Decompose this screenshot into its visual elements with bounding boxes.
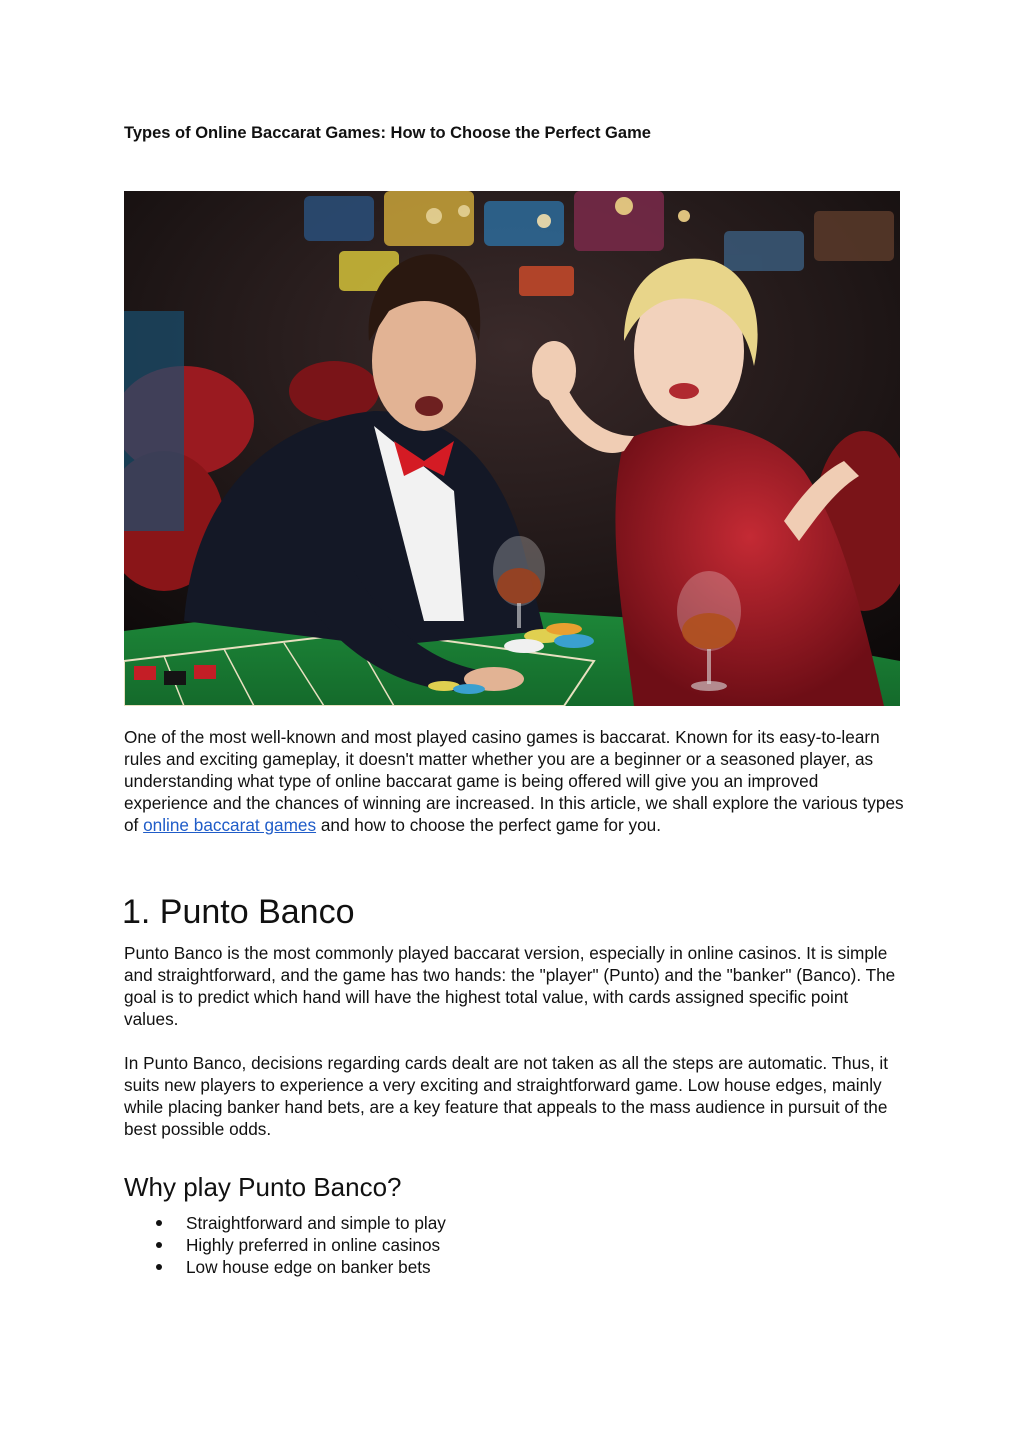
casino-couple-photo <box>124 191 900 706</box>
list-item <box>124 1256 446 1278</box>
bullet-icon <box>156 1220 162 1226</box>
bullet-icon <box>156 1242 162 1248</box>
why-play-subheading: Why play Punto Banco? <box>124 1172 402 1202</box>
online-baccarat-games-link[interactable]: online baccarat games <box>143 815 317 835</box>
list-item <box>124 1212 446 1234</box>
list-item-text: Straightforward and simple to play <box>186 1213 446 1233</box>
hero-image <box>124 191 900 706</box>
intro-paragraph <box>124 726 904 836</box>
intro-text-start: One of the most well-known and most played casino games is baccarat. Known for its easy-to-learn rules and exciting gameplay, it doesn't matter whether you are a beginner or a seasoned player, as understanding what type of online baccarat game is being offered will give you an improved experience and the chances of winning are increased. In this article, we shall explore the various types of <box>124 727 904 835</box>
punto-banco-paragraph-2: In Punto Banco, decisions regarding cards dealt are not taken as all the steps are automatic. Thus, it suits new players to experience a very exciting and straightforward game. Low house edges, mainly while placing banker hand bets, are a key feature that appeals to the mass audience in pursuit of the best possible odds. <box>124 1053 889 1139</box>
bullet-icon <box>156 1264 162 1270</box>
list-item <box>124 1234 446 1256</box>
punto-banco-paragraph-1: Punto Banco is the most commonly played baccarat version, especially in online casinos. It is simple and straightforward, and the game has two hands: the "player" (Punto) and the "banker" (Banco). The goal is to predict which hand will have the highest total value, with cards assigned specific point values. <box>124 943 896 1029</box>
list-item-text: Low house edge on banker bets <box>186 1257 431 1277</box>
list-item-text: Highly preferred in online casinos <box>186 1235 441 1255</box>
intro-text-end: and how to choose the perfect game for you. <box>316 815 661 835</box>
section-heading-punto-banco: 1. Punto Banco <box>122 893 355 931</box>
document-title: Types of Online Baccarat Games: How to Choose the Perfect Game <box>124 124 651 142</box>
benefits-list <box>124 1212 446 1278</box>
